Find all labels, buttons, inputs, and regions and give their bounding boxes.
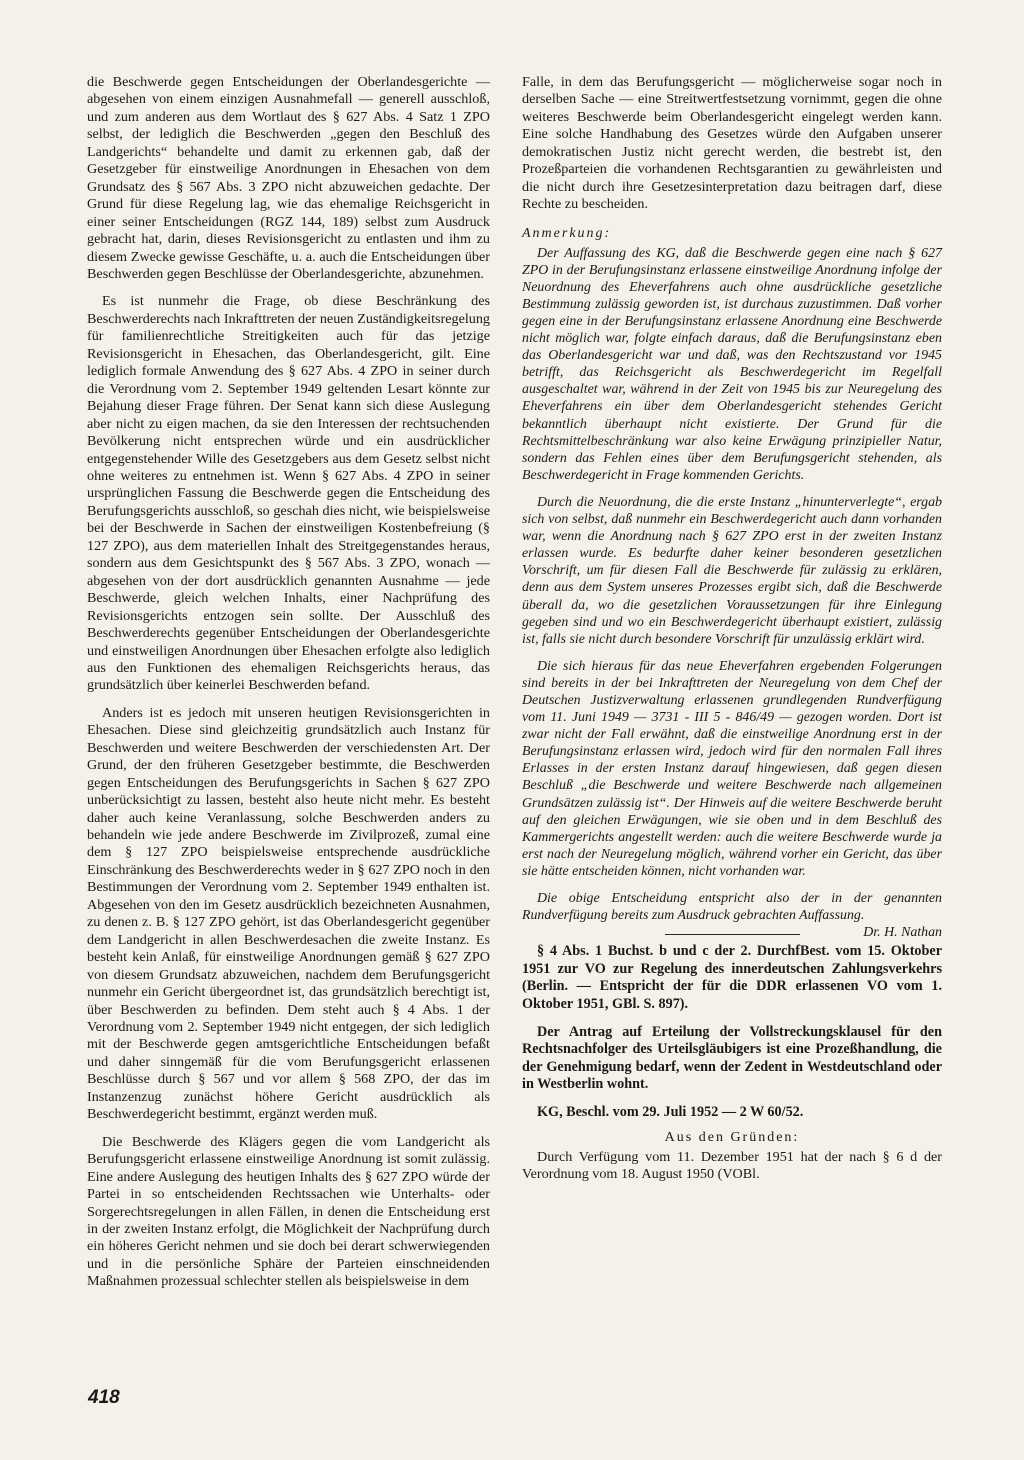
grounds-paragraph: Durch Verfügung vom 11. Dezember 1951 hat der nach § 6 d der Verordnung vom 18. August 1950 (VOBl. [522,1148,942,1182]
right-paragraph-1: Falle, in dem das Berufungsgericht — möglicherweise sogar noch in derselben Sache — eine Streitwertfestsetzung vornimmt, gegen die ohne weiteres Beschwerde beim Oberlandesgericht eingelegt werden kann. Eine solche Handhabung des Gesetzes würde den Aufgaben unserer demokratischen Justiz nicht gerecht werden, die bestrebt ist, den Prozeßparteien die vorhandenen Rechtsgarantien zu gewährleisten und die nicht durch ihre Gesetzesinterpretation dazu beitragen darf, diese Rechte zu bescheiden. [522,74,942,213]
section-divider [665,934,800,935]
left-paragraph-1: die Beschwerde gegen Entscheidungen der Oberlandesgerichte — abgesehen von einem einzigen Ausnahmefall — generell ausschloß, und zum anderen aus dem Wortlaut des § 627 Abs. 4 Satz 1 ZPO selbst, der lediglich die Beschwerden „gegen den Beschluß des Landgerichts“ behandelte und damit zu erkennen gab, daß der Gesetzgeber für einstweilige Anordnungen in Ehesachen von dem Grundsatz des § 567 Abs. 3 ZPO nicht abzuweichen gedachte. Der Grund für diese Regelung lag, wie das ehemalige Reichsgericht in einer seiner Entscheidungen (RGZ 144, 189) selbst zum Ausdruck gebracht hat, darin, dieses Revisionsgericht zu entlasten und ihm zu diesem Zwecke gewisse Geschäfte, u. a. auch die Entscheidungen über Beschwerden gegen Beschlüsse der Oberlandesgerichte, abzunehmen. [87,74,490,282]
grounds-heading: Aus den Gründen: [664,1129,800,1145]
left-column [87,74,490,1291]
annotation-heading: Anmerkung: [522,225,612,241]
right-column [522,74,942,1183]
left-paragraph-2: Es ist nunmehr die Frage, ob diese Beschränkung des Beschwerderechts nach Inkrafttreten der neuen Zuständigkeitsregelung für familienrechtliche Streitigkeiten auch für das jetzige Revisionsgericht in Ehesachen, das Oberlandesgericht, gilt. Eine lediglich formale Anwendung des § 627 Abs. 4 ZPO in seiner durch die Verordnung vom 2. September 1949 geltenden Lesart könnte zur Bejahung dieser Frage führen. Der Senat kann sich diese Auslegung aber nicht zu eigen machen, da sie den Interessen der rechtsuchenden Bevölkerung nicht entsprechen würde und ein ausdrücklicher entgegenstehender Wille des Gesetzgebers aus dem Gesetz selbst nicht ohne weiteres zu entnehmen ist. Wenn § 627 Abs. 4 ZPO in seiner ursprünglichen Fassung die Beschwerde gegen die Entscheidung des Berufungsgerichts ausschloß, so geschah dies nicht, wie beispielsweise bei der Beschwerde in Sachen der einstweiligen Kostenbefreiung (§ 127 ZPO), aus dem materiellen Inhalt des Streitgegenstandes heraus, sondern aus dem Gesichtspunkt des § 567 Abs. 3 ZPO, wonach — abgesehen von der dort ausdrücklich genannten Ausnahme — jede Beschwerde, gleich welchen Inhalts, einer Nachprüfung des Revisionsgerichts entzogen sein sollte. Der Ausschluß des Beschwerderechts gegenüber Entscheidungen der Oberlandesgerichte und einstweiligen Anordnungen über Ehesachen erfolgte also lediglich aus den Funktionen des ehemaligen Reichsgerichts heraus, das grundsätzlich über keinerlei Beschwerden befand. [87,293,490,694]
annotation-paragraph-2: Durch die Neuordnung, die die erste Instanz „hinunterverlegte“, ergab sich von selbst, daß nunmehr ein Beschwerdegericht auch dann vorhanden war, wenn die Anordnung nach § 627 ZPO erst in der zweiten Instanz erlassen wurde. Es bedurfte daher keiner besonderen gesetzlichen Vorschrift, um für diesen Fall die Beschwerde für zulässig zu erklären, denn aus dem System unseres Prozesses ergibt sich, daß die Beschwerde überall da, wo die gesetzlichen Voraussetzungen für ihre Einlegung gegeben sind und wo ein Beschwerdegericht überhaupt existiert, zulässig ist, falls sie nicht durch besondere Vorschrift für unzulässig erklärt wird. [522,494,942,647]
author-signature: Dr. H. Nathan [863,925,942,941]
left-paragraph-3: Anders ist es jedoch mit unseren heutigen Revisionsgerichten in Ehesachen. Diese sind gleichzeitig grundsätzlich auch Instanz für Beschwerden und weitere Beschwerden der verschiedensten Art. Der Grund, der den früheren Gesetzgeber bestimmte, die Beschwerden gegen Entscheidungen des Berufungsgerichts in Sachen § 627 ZPO unberücksichtigt zu lassen, besteht also heute nicht mehr. Es besteht daher auch keine Veranlassung, solche Beschwerden anders zu behandeln wie jede andere Beschwerde im Zivilprozeß, zumal eine dem § 127 ZPO beispielsweise entsprechende ausdrückliche Einschränkung des Beschwerderechts weder in § 627 ZPO noch in den Bestimmungen der Verordnung vom 2. September 1949 enthalten ist. Abgesehen von den im Gesetz ausdrücklich bezeichneten Ausnahmen, zu denen z. B. § 127 ZPO gehört, ist das Oberlandesgericht gegenüber dem Landgericht in allen Beschwerdesachen die zweite Instanz. Es besteht kein Anlaß, für einstweilige Anordnungen gemäß § 627 ZPO von diesem Grundsatz abzuweichen, nachdem dem Berufungsgericht nunmehr ein Gericht übergeordnet ist, das grundsätzlich berechtigt ist, über Beschwerden zu befinden. Dem steht auch § 4 Abs. 1 der Verordnung vom 2. September 1949 nicht entgegen, der sich lediglich mit der Beschwerde gegen amtsgerichtliche Entscheidungen befaßt und daher sinngemäß für die vom Berufungsgericht erlassenen Beschlüsse durch § 567 und vor allem § 568 ZPO, der das im Instanzenzug zunächst höhere Gericht ausdrücklich als Beschwerdegericht bestimmt, ergänzt werden muß. [87,704,490,1123]
annotation-paragraph-3: Die sich hieraus für das neue Eheverfahren ergebenden Folgerungen sind bereits in der bei Inkrafttreten der Neuregelung von dem Chef der Deutschen Justizverwaltung erlassenen grundlegenden Rundverfügung vom 11. Juni 1949 — 3731 - III 5 - 846/49 — gezogen worden. Dort ist zwar nicht der Fall erwähnt, daß die einstweilige Anordnung erst in der Berufungsinstanz erlassen wird, jedoch wird für den normalen Fall ihres Erlasses in der ersten Instanz darauf hingewiesen, daß gegen diesen Beschluß „die Beschwerde und weitere Beschwerde nach allgemeinen Grundsätzen zulässig ist“. Der Hinweis auf die weitere Beschwerde beruht auf den gleichen Erwägungen, wie sie oben und in dem Beschluß des Kammergerichts angestellt werden: auch die weitere Beschwerde wurde ja erst nach der Neuregelung möglich, während vorher ein Gericht, das über sie hätte entscheiden können, nicht vorhanden war. [522,658,942,879]
law-reference: § 4 Abs. 1 Buchst. b und c der 2. DurchfBest. vom 15. Oktober 1951 zur VO zur Regelung des innerdeutschen Zahlungsverkehrs (Berlin. — Entspricht der für die DDR erlassenen VO vom 1. Oktober 1951, GBl. S. 897). [522,943,942,1012]
annotation-paragraph-1: Der Auffassung des KG, daß die Beschwerde gegen eine nach § 627 ZPO in der Berufungsinstanz erlassene einstweilige Anordnung infolge der Neuordnung des Eheverfahrens auch ohne ausdrückliche gesetzliche Bestimmung zulässig geworden ist, ist durchaus zuzustimmen. Daß vorher gegen eine in der Berufungsinstanz erlassene Anordnung eine Beschwerde nicht möglich war, folgte einfach daraus, daß die Berufungsinstanz eben das Oberlandesgericht war und daß, was den Rechtszustand vor 1945 betrifft, das Reichsgericht als Beschwerdegericht im Regelfall ausgeschaltet war, während in der Zeit von 1945 bis zur Neuregelung des Eheverfahrens ein über dem Oberlandesgericht stehendes Gericht bekanntlich überhaupt nicht existierte. Der Grund für die Rechtsmittelbeschränkung war also keine Erwägung prinzipieller Natur, sondern das Fehlen eines über dem Berufungsgericht stehenden, als Beschwerdegericht in Frage kommenden Gerichts. [522,245,942,483]
page-number: 418 [88,1387,120,1408]
annotation-paragraph-4 [522,890,942,941]
decision-citation: KG, Beschl. vom 29. Juli 1952 — 2 W 60/52. [537,1103,804,1120]
annotation-conclusion: Die obige Entscheidung entspricht also der in der genannten Rundverfügung bereits zum Ausdruck gebrachten Auffassung. [522,891,942,924]
left-paragraph-4: Die Beschwerde des Klägers gegen die vom Landgericht als Berufungsgericht erlassene einstweilige Anordnung ist somit zulässig. Eine andere Auslegung des heutigen Inhalts des § 627 ZPO würde der Partei in so entscheidenden Rechtssachen wie Unterhalts- oder Sorgerechtsregelungen in allen Fällen, in denen die Entscheidung erst in der zweiten Instanz erfolgt, die Möglichkeit der Nachprüfung durch ein höheres Gericht nehmen und sie doch bei derart schwerwiegenden und in die persönliche Sphäre der Parteien einschneidenden Maßnahmen prozessual schlechter stellen als beispielsweise in dem [87,1133,490,1290]
headnote: Der Antrag auf Erteilung der Vollstreckungsklausel für den Rechtsnachfolger des Urteilsgläubigers ist eine Prozeßhandlung, die der Genehmigung bedarf, wenn der Zedent in Westdeutschland oder in Westberlin wohnt. [522,1023,942,1093]
